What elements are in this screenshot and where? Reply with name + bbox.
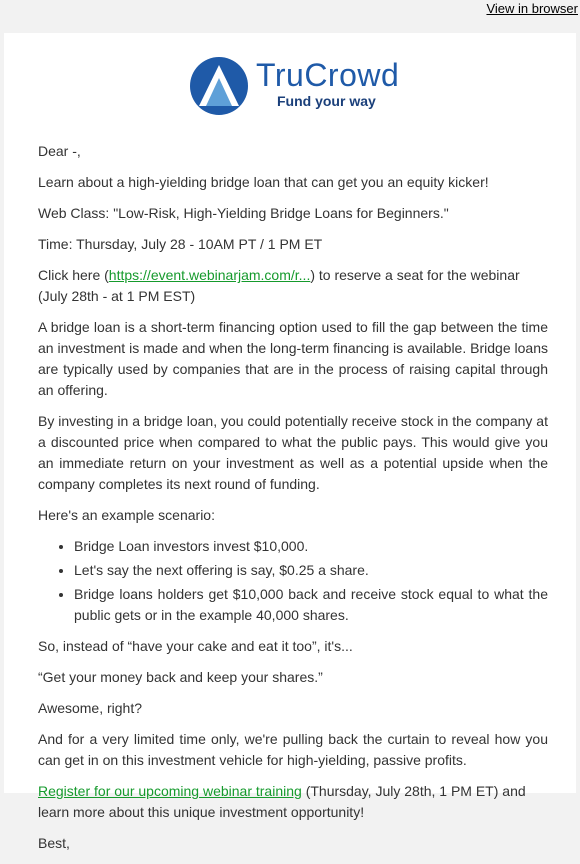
web-class-text: Web Class: "Low-Risk, High-Yielding Bridge Loans for Beginners." [38, 205, 449, 221]
click-suffix: ) to reserve a seat for the webinar (July 28th - at 1 PM EST) [38, 267, 520, 304]
scenario-intro: Here's an example scenario: [38, 507, 215, 523]
limited-time-paragraph: And for a very limited time only, we're pulling back the curtain to reveal how you can get in on this investment vehicle for high-yielding, passive profits. [38, 731, 548, 768]
email-body-card [4, 33, 576, 851]
click-here-paragraph [38, 265, 548, 307]
brand-name: TruCrowd [256, 57, 400, 93]
email-content [38, 141, 548, 864]
trucrowd-logo-icon [189, 56, 249, 116]
list-item: • Bridge Loan investors invest $10,000. [74, 536, 548, 557]
click-prefix: Click here ( [38, 267, 109, 283]
register-webinar-link[interactable]: Register for our upcoming webinar training [38, 783, 302, 799]
register-suffix: (Thursday, July 28th, 1 PM ET) and learn more about this unique investment opportunity! [38, 783, 526, 820]
investing-paragraph: By investing in a bridge loan, you could potentially receive stock in the company at a discounted price when compared to what the public pays. This would give you an immediate return on your investment as well as a potential upside when the company completes its next round of funding. [38, 413, 548, 492]
view-in-browser-link[interactable]: View in browser [486, 1, 578, 16]
trucrowd-logo [189, 56, 409, 116]
webinar-registration-link[interactable]: https://event.webinarjam.com/r... [108, 267, 311, 283]
list-item: • Let's say the next offering is say, $0.25 a share. [74, 560, 548, 581]
bridge-loan-paragraph: A bridge loan is a short-term financing option used to fill the gap between the time an investment is made and when the long-term financing is available. Bridge loans are typically used by companies that are in the process of raising capital through an offering. [38, 319, 548, 398]
awesome-text: Awesome, right? [38, 700, 143, 716]
time-text: Time: Thursday, July 28 - 10AM PT / 1 PM ET [38, 236, 323, 252]
intro-text: Learn about a high-yielding bridge loan that can get you an equity kicker! [38, 174, 489, 190]
register-paragraph [38, 781, 548, 823]
cake-text: So, instead of “have your cake and eat it too”, it's... [38, 638, 353, 654]
brand-tagline: Fund your way [277, 93, 376, 109]
signoff: Best, [38, 835, 70, 851]
list-item: • Bridge loans holders get $10,000 back and receive stock equal to what the public gets or in the example 40,000 shares. [74, 584, 548, 626]
greeting: Dear -, [38, 143, 81, 159]
scenario-list [38, 536, 548, 626]
shares-quote: “Get your money back and keep your shares.” [38, 669, 323, 685]
email-top-bar [0, 0, 580, 33]
